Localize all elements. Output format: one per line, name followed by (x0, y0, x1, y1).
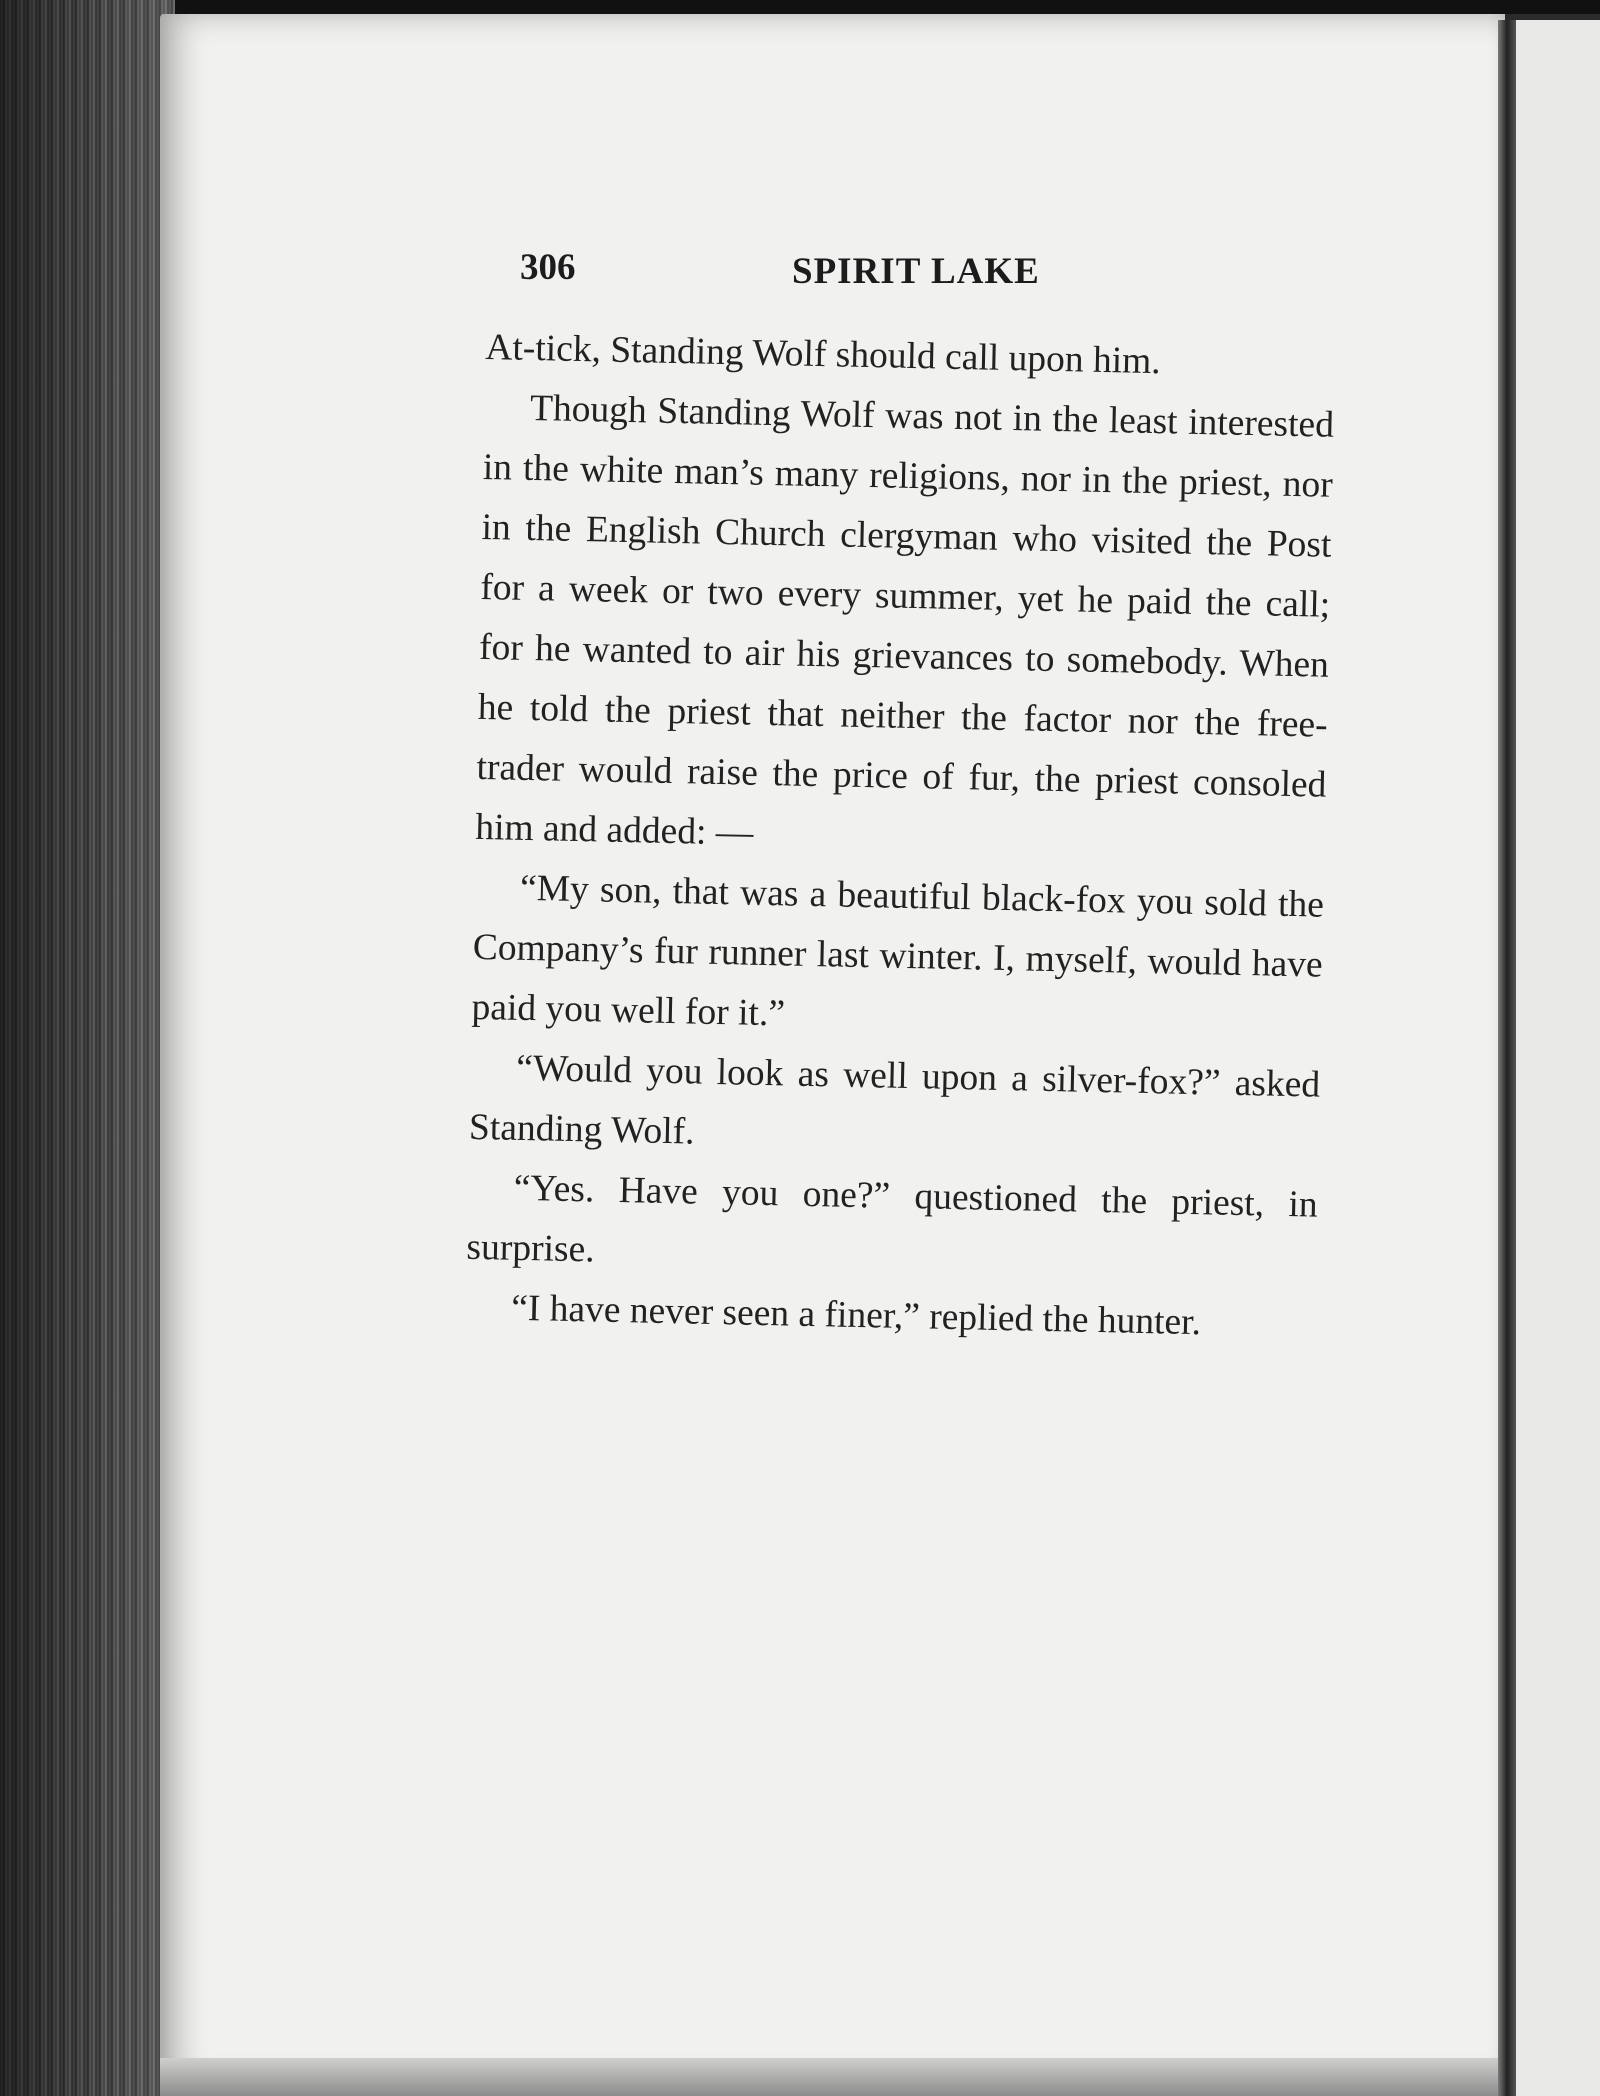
facing-page-edge (1516, 20, 1600, 2096)
page-number: 306 (520, 247, 576, 288)
running-title: SPIRIT LAKE (792, 251, 1040, 292)
paragraph-continuation: At-tick, Standing Wolf should call upon him. (484, 326, 1162, 383)
paragraph: “My son, that was a beautiful black-fox you sold the Company’s fur runner last winter. I, myself, would have paid you well for it.” (471, 867, 1325, 1035)
running-head (520, 246, 1340, 306)
fore-edge-shading (0, 0, 175, 2096)
top-shadow-strip (0, 0, 1600, 14)
body-text (465, 318, 1336, 1356)
paragraph: “Yes. Have you one?” questioned the priest, in surprise. (466, 1167, 1319, 1271)
paragraph: “Would you look as well upon a silver-fox?” asked Standing Wolf. (468, 1047, 1321, 1153)
paragraph: “I have never seen a finer,” replied the hunter. (510, 1287, 1202, 1344)
paragraph: Though Standing Wolf was not in the least interested in the white man’s many religions, nor in the priest, nor in the English Church clergyman who visited the Post for a week or two every summer, yet he paid the call; for he wanted to air his grievances to somebody. When he told the priest that neither the factor nor the free-trader would raise the price of fur, the priest consoled him and added: — (474, 387, 1335, 854)
book-gutter (1498, 20, 1516, 2096)
page-bottom-edge (160, 2058, 1500, 2096)
